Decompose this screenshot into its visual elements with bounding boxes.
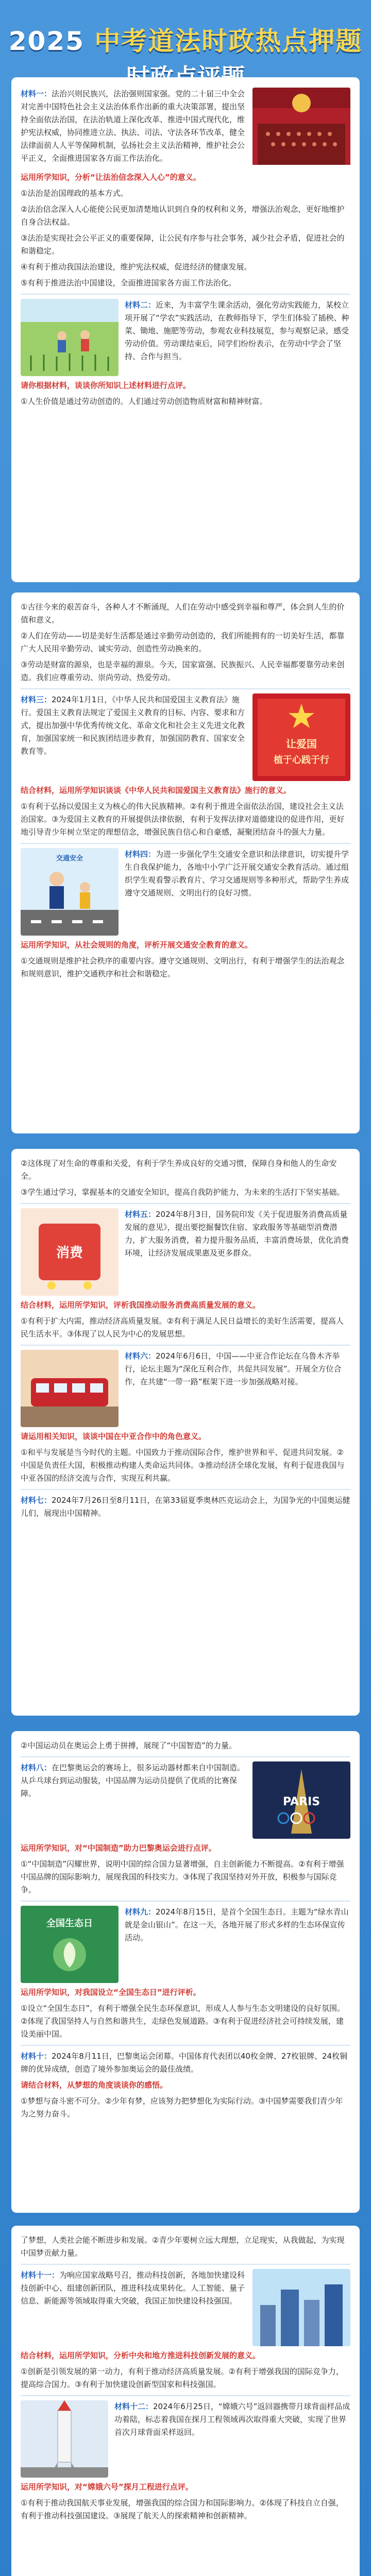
divider	[21, 1203, 350, 1204]
title-highlight: 中考道法	[94, 26, 202, 56]
photo-farming	[21, 299, 119, 376]
divider	[21, 2395, 350, 2396]
answer-line: ①有利于推动我国航天事业发展，增强我国的综合国力和国际影响力。②体现了科技自立自强，有利于推动科技强国建设。③展现了航天人的探索精神和创新精神。	[21, 2498, 344, 2520]
answer-line: ①法治是治国理政的基本方式。	[21, 189, 128, 198]
material-label: 材料九：	[125, 1907, 156, 1917]
photo-tech-city	[252, 2269, 350, 2346]
question-label: 结合材料，运用所学知识，分析中央和地方推进科技创新发展的意义。	[21, 2351, 261, 2360]
poster-patriotism	[252, 693, 350, 781]
answer-line: ②这体现了对生命的尊重和关爱，有利于学生养成良好的交通习惯，保障自身和他人的生命安全。	[21, 1159, 337, 1181]
card-section-1	[11, 77, 360, 582]
photo-consumption	[21, 1208, 119, 1296]
material-label: 材料八：	[21, 1763, 52, 1772]
material-label: 材料三：	[21, 695, 52, 704]
divider	[21, 2264, 350, 2265]
answer-line: ①有利于扩大内需，推动经济高质量发展。②有利于满足人民日益增长的美好生活需要，提高人民生活水平。③体现了以人民为中心的发展思想。	[21, 1316, 344, 1338]
photo-paris-olympics	[252, 1761, 350, 1839]
answer-line: ⑤有利于推进法治中国建设，全面推进国家各方面工作法治化。	[21, 278, 237, 287]
answer-line: ①古往今来的艰苦奋斗，各种人才不断涌现，人们在劳动中感受到幸福和尊严，体会到人生的价值和意义。	[21, 602, 345, 624]
material-text: 2024年1月1日，《中华人民共和国爱国主义教育法》施行。爱国主义教育法规定了爱国主义教育的目标、内容、要求和方式，提出加强中华优秀传统文化、革命文化和社会主义先进文化教育，加强国家统一和民族团结进步教育，加强国防教育、国家安全教育等。	[21, 695, 245, 756]
material-label: 材料十一：	[21, 2270, 60, 2280]
divider	[21, 1489, 350, 1490]
card-section-5	[11, 2226, 360, 2576]
answer-line: ③法治是实现社会公平正义的重要保障，让公民有序参与社会事务，减少社会矛盾，促进社会的和谐稳定。	[21, 233, 345, 256]
title-highlight-2: 时政热点押题	[201, 26, 363, 56]
svg-text:PARIS: PARIS	[282, 1795, 321, 1808]
material-text: 2024年8月15日，是首个全国生态日。主题为“绿水青山就是金山银山”。在这一天，各地开展了形式多样的生态环保宣传活动。	[125, 1907, 349, 1942]
answer-line: ②人们在劳动——切是美好生活都是通过辛勤劳动创造的，我们所能拥有的一切美好生活，都靠广大人民用辛勤劳动、诚实劳动、创造性劳动换来的。	[21, 631, 345, 653]
material-text: 为进一步强化学生交通安全意识和法律意识，切实提升学生自我保护能力，各地中小学广泛开展交通安全教育活动。通过组织学生观看警示教育片、学习交通规则等多种形式，帮助学生养成遵守交通规则、文明出行的良好习惯。	[125, 850, 349, 897]
divider	[21, 2045, 350, 2046]
question-label: 请结合材料，从梦想的角度谈谈你的感悟。	[21, 2080, 168, 2090]
poster-eco-day	[21, 1906, 119, 1983]
svg-text:交通安全: 交通安全	[56, 855, 83, 862]
material-label: 材料六：	[125, 1351, 156, 1361]
answer-line: ①和平与发展是当今时代的主题。中国致力于推动国际合作，维护世界和平、促进共同发展。②中国是负责任大国，积极推动构建人类命运共同体。③推动经济全球化发展，有利于促进我国与中亚各国的经济交流与合作，实现互利共赢。	[21, 1448, 345, 1483]
title-year: 2025	[8, 26, 85, 56]
material-text: 2024年6月6日，中国——中亚合作论坛在乌鲁木齐举行，论坛主题为“深化互利合作，共促共同发展”。开展全方位合作，在共建“一带一路”框架下进一步加强战略对接。	[125, 1351, 342, 1386]
svg-text:全国生态日: 全国生态日	[46, 1918, 93, 1929]
answer-line: ②法治信念深入人心能使公民更加清楚地认识到自身的权利和义务，增强法治观念，更好地维护自身合法权益。	[21, 205, 345, 227]
answer-line: ①有利于弘扬以爱国主义为核心的伟大民族精神。②有利于推进全面依法治国，建设社会主义法治国家。③为爱国主义教育的开展提供法律依据，有利于发挥法律对道德建设的促进作用，更好地引导青少年树立坚定的理想信念，增强民族自信心和自豪感，凝聚团结奋斗的强大力量。	[21, 802, 345, 837]
poster-text-line2: 植于心践于行	[274, 755, 329, 766]
answer-line: ③学生通过学习，掌握基本的交通安全知识，提高自我防护能力，为未来的生活打下坚实基础。	[21, 1188, 345, 1197]
divider	[21, 1756, 350, 1757]
material-label: 材料七：	[21, 1496, 52, 1505]
divider	[21, 688, 350, 689]
photo-train	[21, 1350, 119, 1427]
main-title	[0, 21, 371, 58]
question-label: 结合材料，运用所学知识谈谈《中华人民共和国爱国主义教育法》施行的意义。	[21, 786, 292, 795]
material-text: 2024年8月3日，国务院印发《关于促进服务消费高质量发展的意见》，提出要挖掘餐饮住宿、家政服务等基础型消费潜力，扩大服务消费，着力提升服务品质，丰富消费场景，优化消费环境，让经济发展成果惠及更多群众。	[125, 1210, 349, 1258]
card-section-4	[11, 1731, 360, 2213]
material-text: 在巴黎奥运会的赛场上，很多运动器材都来自中国制造。从乒乓球台到运动服装，中国品牌为运动员提供了优质的比赛保障。	[21, 1763, 245, 1798]
card-section-2	[11, 592, 360, 1133]
answer-line: ①人生价值是通过劳动创造的。人们通过劳动创造物质财富和精神财富。	[21, 397, 267, 406]
material-text: 为响应国家战略号召，推动科技创新，各地加快建设科技创新中心、组建创新团队，推进科技成果转化。人工智能、量子信息、新能源等领域取得重大突破，我国正加快建设科技强国。	[21, 2270, 245, 2306]
material-text: 法治兴则民族兴，法治强则国家强。党的二十届三中全会对完善中国特色社会主义法治体系作出新的重大决策部署，提出坚持全面依法治国，在法治轨道上深化改革、推进中国式现代化，维护宪法权威，协同推进立法、执法、司法、守法各环节改革，健全法律面前人人平等保障机制，弘扬社会主义法治精神，维护社会公平正义，全面推进国家各方面工作法治化。	[21, 89, 245, 163]
material-label: 材料十二：	[114, 2402, 154, 2411]
material-label: 材料五：	[125, 1210, 156, 1219]
material-label: 材料一：	[21, 89, 52, 98]
material-label: 材料二：	[125, 300, 156, 310]
answer-line: ①设立“全国生态日”，有利于增强全民生态环保意识，形成人人参与生态文明建设的良好氛围。②体现了我国坚持人与自然和谐共生，走绿色发展道路。③有利于促进经济社会可持续发展，建设美丽中国。	[21, 2004, 345, 2039]
answer-line: ③劳动是财富的源泉，也是幸福的源泉。今天，国家富强、民族振兴、人民幸福都要靠劳动来创造。我们应尊重劳动、崇尚劳动、热爱劳动。	[21, 660, 345, 682]
question-label: 运用所学知识，对我国设立“全国生态日”进行评析。	[21, 1988, 201, 1997]
material-label: 材料十：	[21, 2052, 52, 2061]
material-text: 2024年7月26日至8月11日，在第33届夏季奥林匹克运动会上，为国争光的中国奥运健儿们，展现出中国精神。	[21, 1496, 350, 1518]
question-label: 运用所学知识，从社会规则的角度，评析开展交通安全教育的意义。	[21, 940, 253, 950]
question-label: 运用所学知识，对“嫦娥六号”探月工程进行点评。	[21, 2482, 193, 2492]
divider	[21, 294, 350, 295]
photo-rocket	[21, 2400, 108, 2478]
card-section-3	[11, 1149, 360, 1716]
answer-line: ①创新是引领发展的第一动力，有利于推动经济高质量发展。②有利于增强我国的国际竞争力，提高综合国力。③有利于加快建设创新型国家和科技强国。	[21, 2367, 344, 2389]
question-label: 请你根据材料，谈谈你所知识上述材料进行点评。	[21, 381, 191, 390]
material-text: 2024年6月25日，“嫦娥六号”返回器携带月球背面样品成功着陆，标志着我国在探月工程领域再次取得重大突破，实现了世界首次月球背面采样返回。	[114, 2402, 350, 2437]
question-label: 结合材料，运用所学知识，评析我国推动服务消费高质量发展的意义。	[21, 1300, 261, 1310]
divider	[21, 1345, 350, 1346]
material-text: 近来，为丰富学生课余活动，强化劳动实践能力，某校立项开展了“学农”实践活动，在教师指导下，学生们体验了插秧、种菜、锄地、施肥等劳动，参观农业科技展览，参与观察记录，感受劳动价值。劳动课结束后，同学们纷纷表示，在劳动中学会了坚持、合作与担当。	[125, 300, 349, 361]
photo-congress	[252, 88, 350, 168]
answer-line: ④有利于推动我国法治建设，维护宪法权威，促进经济的健康发展。	[21, 262, 252, 272]
photo-traffic-safety	[21, 848, 119, 936]
divider	[21, 1901, 350, 1902]
svg-text:消费: 消费	[56, 1245, 83, 1261]
poster-text-line1: 让爱国	[286, 738, 317, 750]
answer-line: ①“中国制造”闪耀世界，说明中国的综合国力显著增强，自主创新能力不断提高。②有利于增强中国品牌的国际影响力，展现我国的科技实力。③体现了我国坚持对外开放，积极参与国际竞争。	[21, 1859, 344, 1894]
answer-line: ①梦想与奋斗密不可分。②少年有梦，应该努力把梦想化为实际行动。③中国梦需要我们青少年为之努力奋斗。	[21, 2096, 343, 2119]
question-label: 运用所学知识，分析“让法治信念深入人心”的意义。	[21, 173, 201, 182]
answer-line: ②中国运动员在奥运会上勇于拼搏，展现了“中国智造”的力量。	[21, 1741, 237, 1750]
question-label: 运用所学知识，对“中国制造”助力巴黎奥运会进行点评。	[21, 1843, 216, 1853]
header	[0, 0, 371, 72]
divider	[21, 843, 350, 844]
material-label: 材料四：	[125, 850, 156, 859]
answer-line: 了梦想，人类社会能不断进步和发展。②青少年要树立远大理想，立足现实，从我做起，为实现中国梦贡献力量。	[21, 2235, 345, 2258]
question-label: 请运用相关知识，谈谈中国在中亚合作中的角色意义。	[21, 1432, 207, 1441]
answer-line: ①交通规则是维护社会秩序的重要内容。遵守交通规则、文明出行，有利于增强学生的法治观念和规则意识，维护交通秩序和社会和谐稳定。	[21, 956, 345, 978]
material-text: 2024年8月11日，巴黎奥运会闭幕。中国体育代表团以40枚金牌、27枚银牌、24枚铜牌的优异成绩，创造了境外参加奥运会的最佳战绩。	[21, 2052, 348, 2074]
